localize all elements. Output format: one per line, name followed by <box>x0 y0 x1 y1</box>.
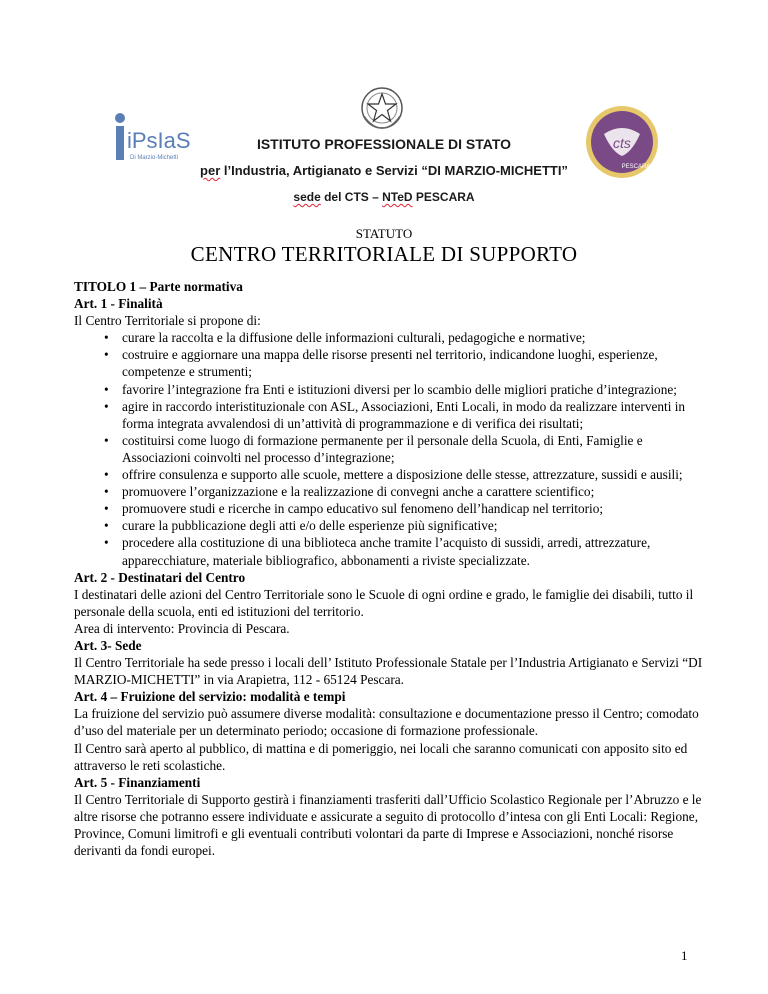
list-item: • agire in raccordo interistituzionale con ASL, Associazioni, Enti Locali, in modo da realizzare interventi in forma integrata avvalendosi di un’attività di programmazione e di verifica dei risultati; <box>122 398 704 432</box>
list-item: • procedere alla costituzione di una biblioteca anche tramite l’acquisto di sussidi, arredi, attrezzature, apparecchiature, materiale bibliografico, abbonamenti a riviste specializzate. <box>122 534 704 568</box>
list-item: • offrire consulenza e supporto alle scuole, mettere a disposizione delle stesse, attrezzature, sussidi e ausili; <box>122 466 704 483</box>
art5-paragraph: Il Centro Territoriale di Supporto gestirà i finanziamenti trasferiti dall’Ufficio Scolastico Regionale per l’Abruzzo e le altre risorse che potranno essere individuate e assicurate a seguito di protocollo d’intesa con gli Enti Locali: Regione, Province, Comuni limitrofi e gli eventuali contributi volontari da parte di Imprese e Associazioni, nonché risorse derivanti da fondi europei. <box>74 791 702 859</box>
art3-heading: Art. 3- Sede <box>74 637 142 653</box>
header-institute-subtitle <box>0 163 768 178</box>
header-seat-line <box>0 190 768 204</box>
art5-heading: Art. 5 - Finanziamenti <box>74 774 201 790</box>
art1-intro: Il Centro Territoriale si propone di: <box>74 313 261 329</box>
list-item: • favorire l’integrazione fra Enti e istituzioni diversi per lo scambio delle migliori pratiche d’integrazione; <box>122 381 704 398</box>
list-item: • curare la pubblicazione degli atti e/o delle esperienze più significative; <box>122 517 704 534</box>
art4-opening-hours: Il Centro sarà aperto al pubblico, di mattina e di pomeriggio, nei locali che saranno comunicati con apposito sito ed attraverso le reti scolastiche. <box>74 740 688 773</box>
doc-body <box>74 278 704 859</box>
header-seat-mid: del CTS – <box>320 190 383 204</box>
header-institute-name: ISTITUTO PROFESSIONALE DI STATO <box>256 136 512 152</box>
art2-area: Area di intervento: Provincia di Pescara. <box>74 620 290 636</box>
doc-label-statuto: STATUTO <box>355 226 413 241</box>
cts-logo-subtext: PESCARA <box>621 164 651 170</box>
art4-paragraph: La fruizione del servizio può assumere diverse modalità: consultazione e documentazione presso il Centro; comodato d’uso del materiale per un determinato periodo; occasione di formazione professionale. <box>74 706 699 739</box>
ipsias-logo-subtext: Di Marzio-Michetti <box>130 155 179 161</box>
art2-paragraph: I destinatari delle azioni del Centro Territoriale sono le Scuole di ogni ordine e grado, le famiglie dei disabili, tutto il personale della scuola, enti ed istituzioni del territorio. <box>74 586 694 619</box>
header-word-sede: sede <box>293 190 321 204</box>
header-seat-city: PESCARA <box>412 190 475 204</box>
art1-heading: Art. 1 - Finalità <box>74 296 163 312</box>
art1-list <box>74 329 704 568</box>
doc-title: CENTRO TERRITORIALE DI SUPPORTO <box>190 242 578 266</box>
list-item: • curare la raccolta e la diffusione delle informazioni culturali, pedagogiche e normative; <box>122 329 704 346</box>
list-item: • promuovere l’organizzazione e la realizzazione di convegni anche a carattere scientifico; <box>122 483 704 500</box>
italian-republic-emblem <box>360 86 404 130</box>
art4-heading: Art. 4 – Fruizione del servizio: modalità e tempi <box>74 689 346 705</box>
header-subtitle-rest: l’Industria, Artigianato e Servizi “DI MARZIO-MICHETTI” <box>220 163 568 178</box>
list-item: • costruire e aggiornare una mappa delle risorse presenti nel territorio, indicandone luoghi, esperienze, competenze e strumenti; <box>122 346 704 380</box>
page-number: 1 <box>681 948 688 963</box>
art2-heading: Art. 2 - Destinatari del Centro <box>74 569 246 585</box>
header-word-per: per <box>200 163 221 178</box>
ipsias-logo-text: iPsIaS <box>127 128 191 153</box>
header-word-nted: NTeD <box>382 190 413 204</box>
list-item: • promuovere studi e ricerche in campo educativo sul fenomeno dell’handicap nel territorio; <box>122 500 704 517</box>
cts-logo-text: cts <box>613 135 631 151</box>
list-item: • costituirsi come luogo di formazione permanente per il personale della Scuola, di Enti, Famiglie e Associazioni coinvolti nel processo d’integrazione; <box>122 432 704 466</box>
titolo-heading: TITOLO 1 – Parte normativa <box>74 279 243 294</box>
art3-paragraph: Il Centro Territoriale ha sede presso i locali dell’ Istituto Professionale Statale per l’Industria Artigianato e Servizi “DI MARZIO-MICHETTI” in via Arapietra, 112 - 65124 Pescara. <box>74 655 703 688</box>
